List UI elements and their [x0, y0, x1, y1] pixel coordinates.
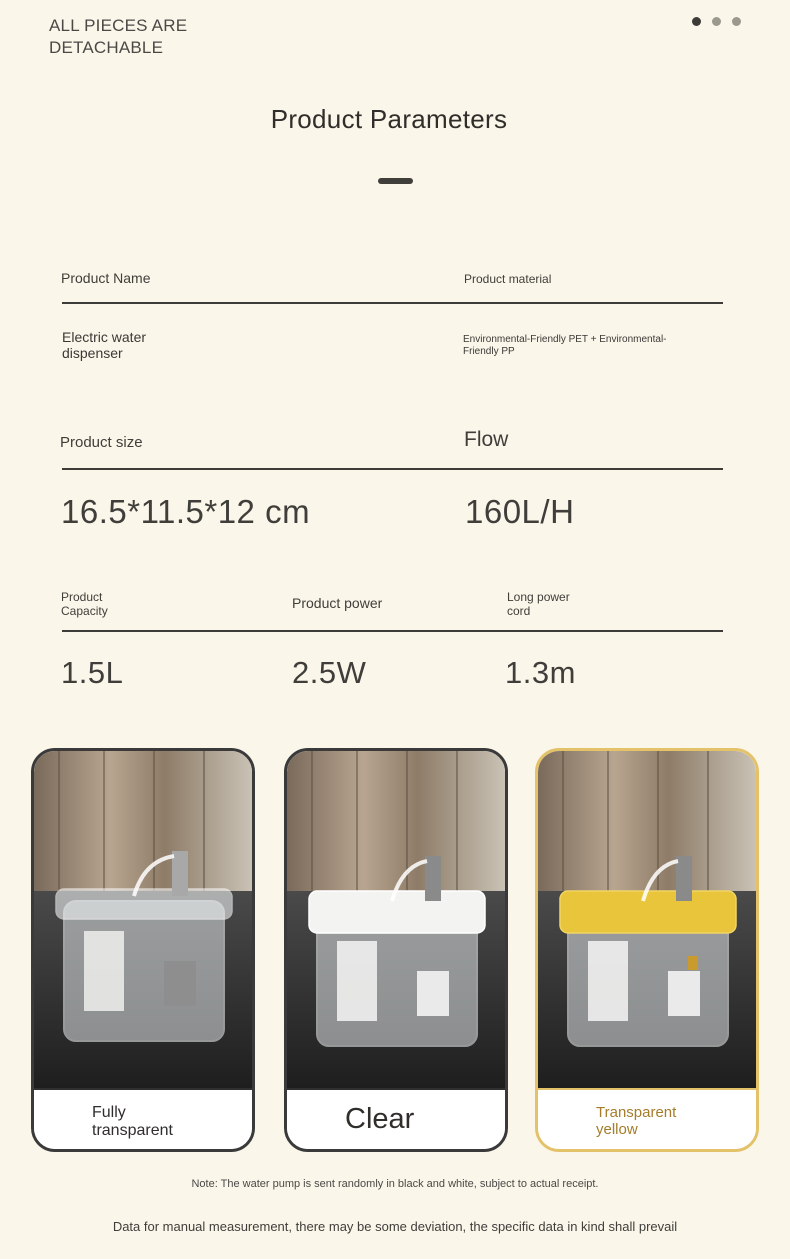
carousel-dot-3[interactable]	[732, 17, 741, 26]
header-label	[49, 15, 249, 59]
cord-label-line2: cord	[507, 604, 531, 618]
power-label: Product power	[292, 595, 383, 611]
product-size-label: Product size	[60, 434, 143, 451]
product-material-value-line2: Friendly PP	[463, 346, 515, 357]
variant-card-clear[interactable]	[284, 748, 508, 1152]
carousel-dot-2[interactable]	[712, 17, 721, 26]
header-label-line1: ALL PIECES ARE	[49, 16, 188, 35]
flow-value: 160L/H	[465, 493, 575, 530]
title-divider	[378, 178, 413, 184]
product-material-value-line1: Environmental-Friendly PET + Environmental-	[463, 334, 667, 345]
product-name-value-line2: dispenser	[62, 345, 123, 361]
product-photo-fully-transparent	[34, 751, 252, 1088]
capacity-label-line2: Capacity	[61, 604, 108, 618]
variant-caption-line1: Fully	[92, 1104, 126, 1121]
product-material-label: Product material	[464, 272, 552, 286]
row-divider	[62, 302, 723, 304]
caption-area	[538, 1088, 756, 1151]
pump-note: Note: The water pump is sent randomly in black and white, subject to actual receipt.	[191, 1178, 599, 1190]
capacity-value: 1.5L	[61, 655, 124, 690]
capacity-label	[61, 590, 108, 618]
cord-label	[507, 590, 570, 618]
variant-caption-line1: Transparent	[596, 1104, 677, 1121]
variant-caption	[596, 1104, 676, 1138]
variant-card-fully-transparent[interactable]	[31, 748, 255, 1152]
product-photo-transparent-yellow	[538, 751, 756, 1088]
power-value: 2.5W	[292, 655, 367, 690]
product-name-label: Product Name	[61, 270, 151, 286]
product-material-value	[463, 334, 667, 358]
product-name-value	[62, 329, 146, 361]
carousel-dots	[692, 17, 741, 26]
product-name-value-line1: Electric water	[62, 329, 147, 345]
measurement-disclaimer: Data for manual measurement, there may be some deviation, the specific data in kind shall prevail	[112, 1219, 678, 1234]
variant-caption-line2: transparent	[92, 1122, 173, 1139]
row-divider	[62, 630, 723, 632]
product-photo-clear	[287, 751, 505, 1088]
capacity-label-line1: Product	[61, 590, 103, 604]
flow-label: Flow	[464, 428, 509, 451]
variant-caption-line2: yellow	[596, 1121, 638, 1138]
header-label-line2: DETACHABLE	[49, 38, 164, 57]
page-title: Product Parameters	[270, 104, 508, 134]
variant-caption	[92, 1104, 173, 1140]
row-divider	[62, 468, 723, 470]
carousel-dot-1[interactable]	[692, 17, 701, 26]
variant-card-transparent-yellow[interactable]	[535, 748, 759, 1152]
cord-value: 1.3m	[505, 655, 576, 690]
variant-caption: Clear	[345, 1103, 415, 1135]
cord-label-line1: Long power	[507, 590, 570, 604]
caption-area	[287, 1088, 505, 1151]
caption-area	[34, 1088, 252, 1151]
product-size-value: 16.5*11.5*12 cm	[61, 493, 311, 530]
